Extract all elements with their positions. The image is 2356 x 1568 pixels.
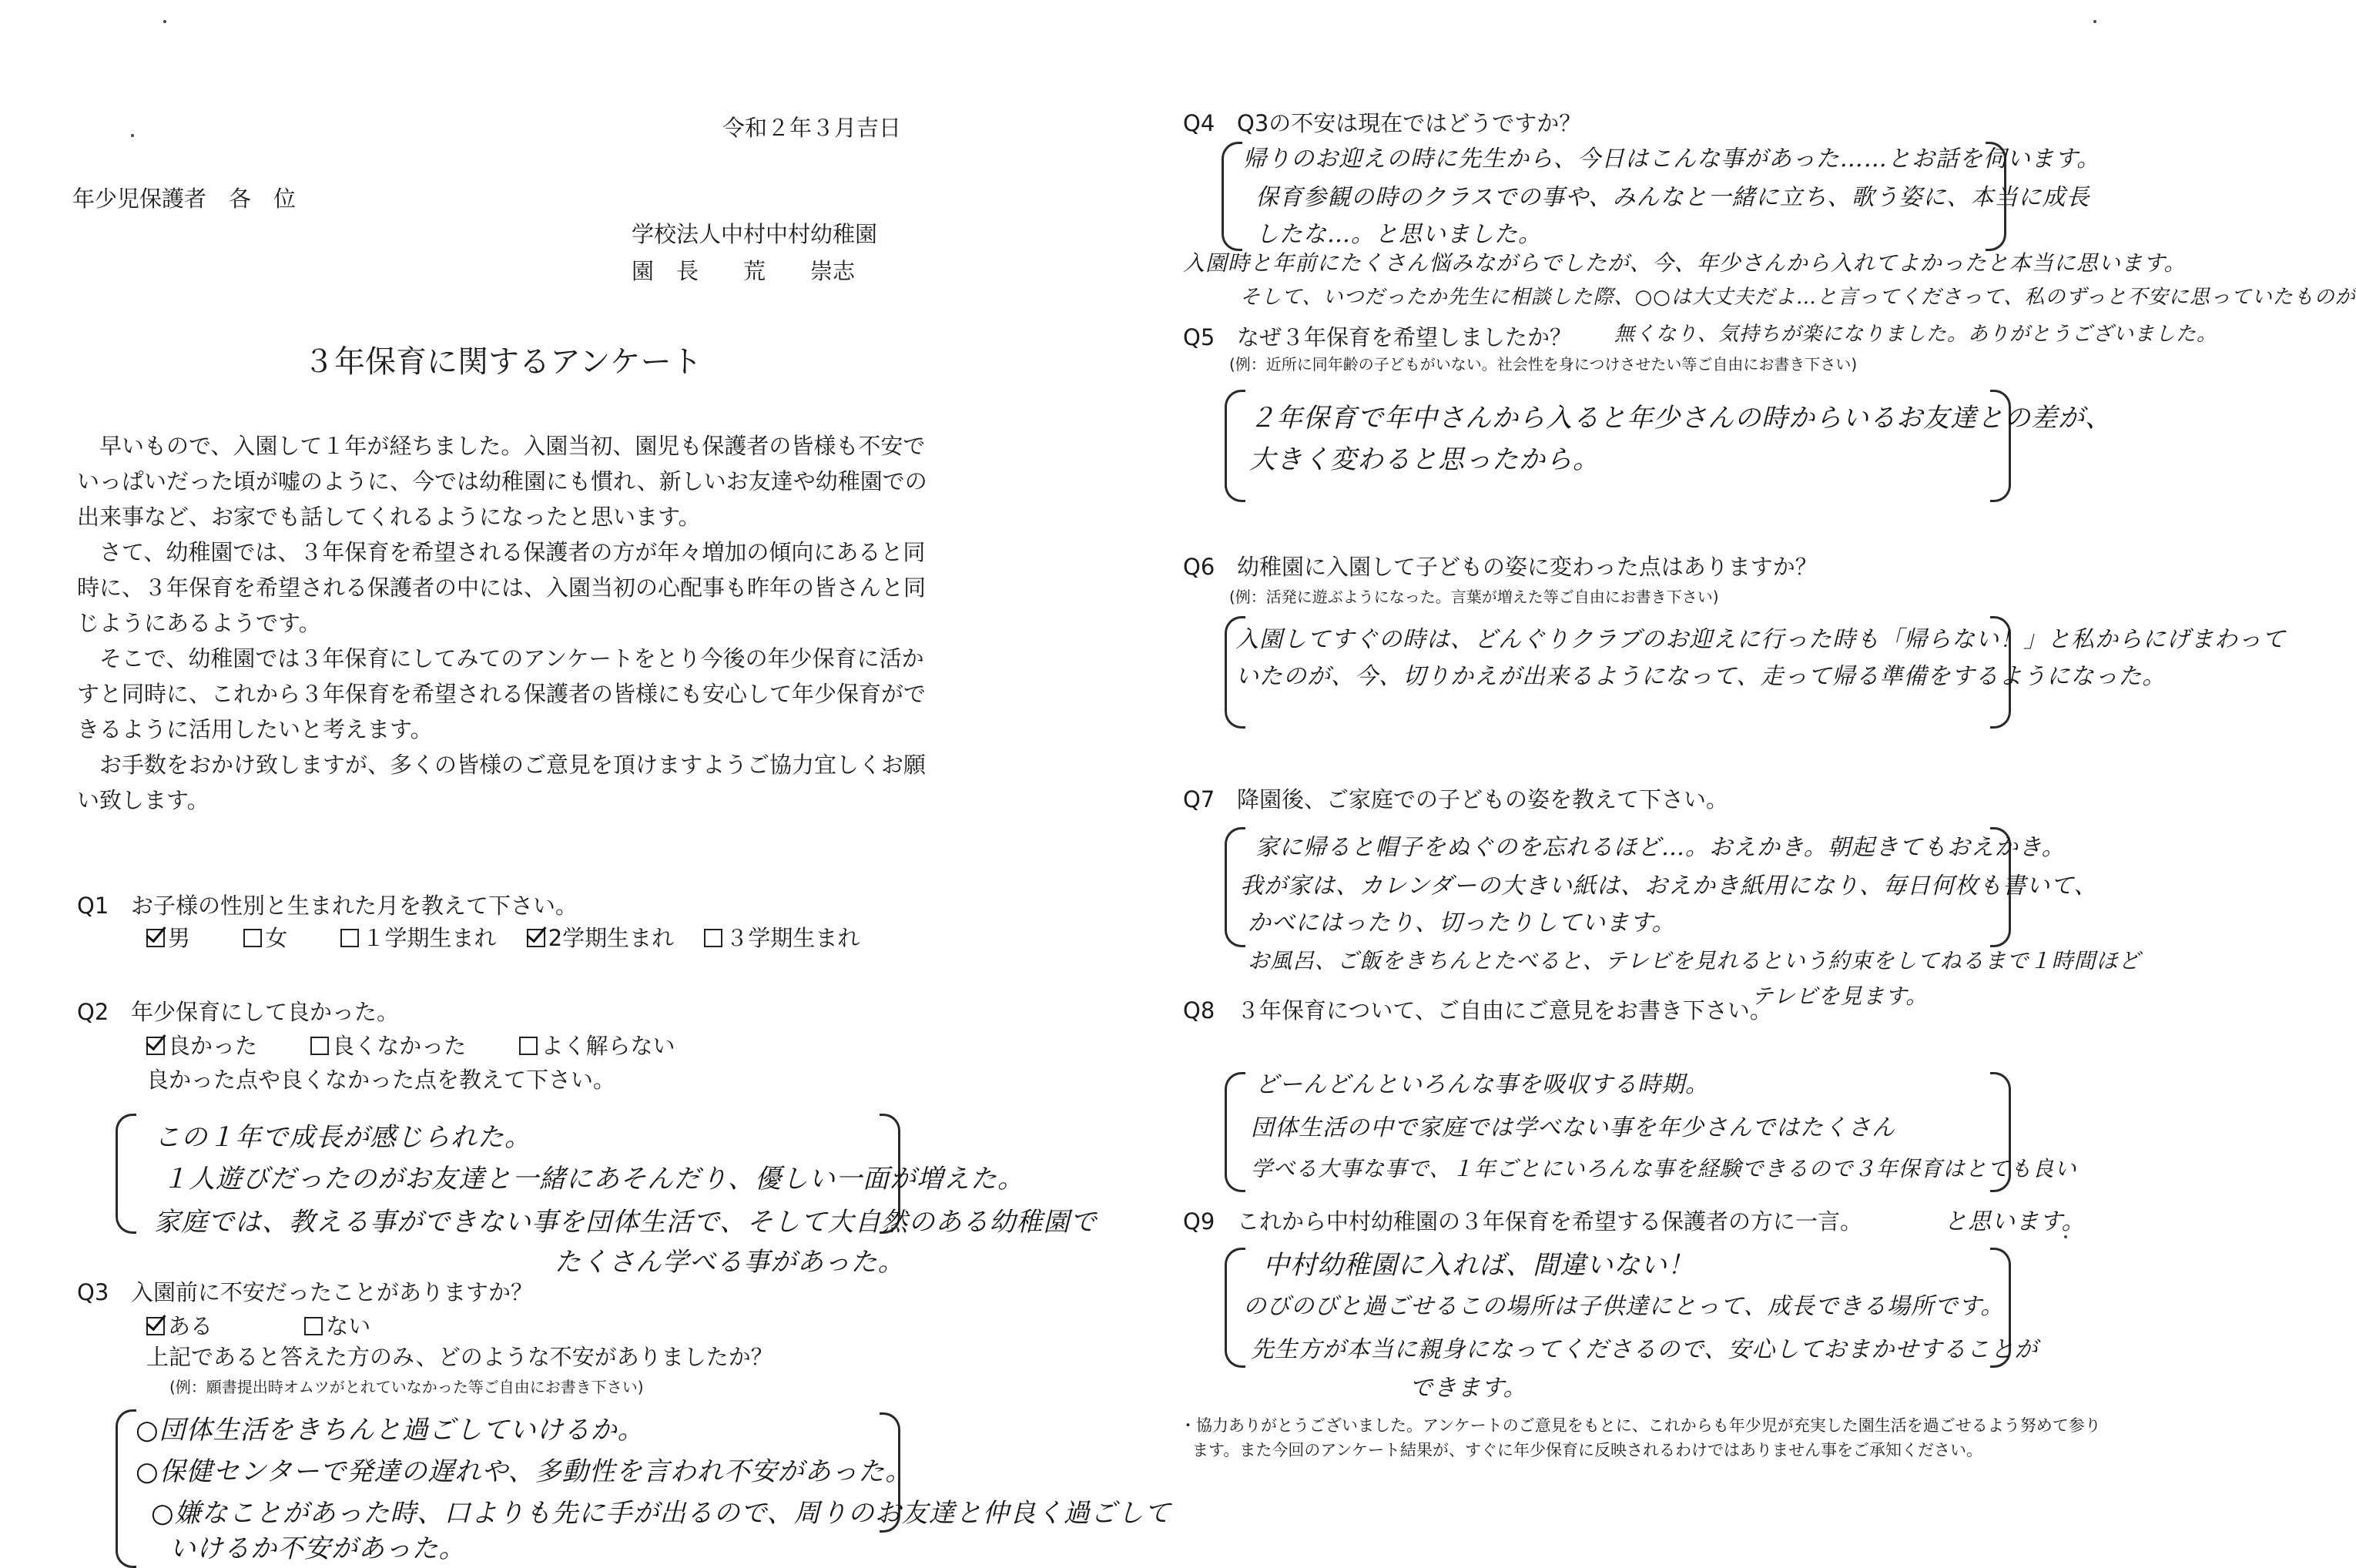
document-date: 令和２年３月吉日 (722, 115, 902, 141)
q2-answer-line: 家庭では、教える事ができない事を団体生活で、そして大自然のある幼稚園で (154, 1207, 1098, 1238)
q9-answer-line: のびのびと過ごせるこの場所は子供達にとって、成長できる場所です。 (1243, 1293, 2005, 1320)
q3-options (146, 1312, 370, 1342)
q8-answer-line: 学べる大事な事で、１年ごとにいろんな事を経験できるので３年保育はとても良い (1251, 1156, 2077, 1181)
q8-text: ３年保育について、ご自由にご意見をお書き下さい。 (1237, 997, 1772, 1024)
q5-question (1183, 323, 1572, 353)
q5-number: Q5 (1183, 324, 1215, 350)
q2-option-unsure[interactable]: よく解らない (519, 1032, 675, 1061)
q7-extra-line: テレビを見ます。 (1751, 983, 1929, 1009)
survey-title: ３年保育に関するアンケート (303, 344, 702, 380)
q2-number: Q2 (77, 999, 109, 1025)
q8-extra: と思います。 (1944, 1208, 2086, 1235)
scan-speck (2064, 1235, 2067, 1238)
q7-answer-line: 我が家は、カレンダーの大きい紙は、おえかき紙用になり、毎日何枚も書いて、 (1240, 873, 2098, 900)
scan-speck (2093, 20, 2096, 23)
q3-option-yes[interactable]: ある (146, 1312, 213, 1342)
q6-answer-line: 入園してすぐの時は、どんぐりクラブのお迎えに行った時も「帰らない！」と私からにげまわって (1235, 626, 2286, 653)
checkbox[interactable] (304, 1317, 323, 1335)
q7-extra-line: お風呂、ご飯をきちんとたべると、テレビを見れるという約束をしてねるまで１時間ほど (1248, 948, 2141, 973)
q6-example: (例：活発に遊ぶようになった。言葉が増えた等ご自由にお書き下さい) (1229, 588, 1719, 606)
q4-answer-line: したな…。と思いました。 (1255, 221, 1542, 248)
q4-text: Q3の不安は現在ではどうですか？ (1237, 110, 1582, 136)
q9-answer-line: 中村幼稚園に入れば、間違いない！ (1263, 1250, 1694, 1281)
q1-option-term1[interactable]: １学期生まれ (340, 924, 496, 953)
q8-answer-line: 団体生活の中で家庭では学べない事を年少さんではたくさん (1251, 1114, 1895, 1141)
q9-answer-line: できます。 (1409, 1375, 1527, 1402)
q2-subquestion: 良かった点や良くなかった点を教えて下さい。 (146, 1067, 616, 1093)
scan-speck (131, 134, 134, 137)
q7-question (1183, 786, 1728, 815)
footer-line: ます。また今回のアンケート結果が、すぐに年少保育に反映されるわけではありません事をご承知ください。 (1192, 1441, 1983, 1459)
q2-question (77, 998, 399, 1027)
q2-answer-line: １人遊びだったのがお友達と一緒にあそんだり、優しい一面が増えた。 (162, 1164, 1024, 1194)
q3-answer-line: ○嫌なことがあった時、口よりも先に手が出るので、周りのお友達と仲良く過ごして (151, 1498, 1171, 1529)
checkbox[interactable] (519, 1037, 538, 1055)
q3-answer-line: ○団体生活をきちんと過ごしていけるか。 (136, 1415, 645, 1446)
q3-question (77, 1278, 533, 1308)
q7-text: 降園後、ご家庭での子どもの姿を教えて下さい。 (1237, 786, 1729, 812)
checkbox-checked[interactable] (146, 1317, 165, 1335)
q3-text: 入園前に不安だったことがありますか？ (131, 1279, 534, 1305)
q4-answer-line: 帰りのお迎えの時に先生から、今日はこんな事があった……とお話を伺います。 (1243, 146, 2101, 173)
q3-subquestion: 上記であると答えた方のみ、どのような不安がありましたか？ (146, 1344, 773, 1370)
answer-bracket-left (116, 1409, 136, 1568)
q4-number: Q4 (1183, 110, 1215, 136)
q4-extra-line: 入園時と年前にたくさん悩みながらでしたが、今、年少さんから入れてよかったと本当に思います。 (1183, 250, 2187, 276)
q5-answer-line: ２年保育で年中さんから入ると年少さんの時からいるお友達との差が、 (1249, 403, 2112, 434)
checkbox[interactable] (340, 929, 359, 947)
q4-extra-line: そして、いつだったか先生に相談した際、○○は大丈夫だよ…と言ってくださって、私のずっと不安に思っていたものが (1240, 286, 2356, 309)
answer-bracket-left (1222, 142, 1242, 251)
q7-number: Q7 (1183, 786, 1215, 812)
checkbox-checked[interactable] (146, 1037, 165, 1055)
sender-org: 学校法人中村中村幼稚園 (632, 221, 878, 247)
q9-answer-line: 先生方が本当に親身になってくださるので、安心しておまかせすることが (1251, 1336, 2039, 1363)
q6-question (1183, 553, 1818, 582)
q2-options (146, 1032, 675, 1061)
intro-paragraph: 早いもので、入園して１年が経ちました。入園当初、園児も保護者の皆様も不安でいっぱいだった頃が嘘のように、今では幼稚園にも慣れ、新しいお友達や幼稚園での出来事など、お家でも話してくれるようになったと思います。 (77, 433, 927, 530)
q1-option-term3[interactable]: ３学期生まれ (704, 924, 860, 953)
checkbox[interactable] (310, 1037, 329, 1055)
scan-speck (163, 20, 166, 23)
q3-answer-line: ○保健センターで発達の遅れや、多動性を言われ不安があった。 (136, 1456, 913, 1487)
intro-paragraph: そこで、幼稚園では３年保育にしてみてのアンケートをとり今後の年少保育に活かすと同時に、これから３年保育を希望される保護者の皆様にも安心して年少保育ができるように活用したいと考えます。 (77, 645, 927, 742)
intro-text (77, 428, 932, 818)
q2-option-not-good[interactable]: 良くなかった (310, 1032, 466, 1061)
footer-line: ・協力ありがとうございました。アンケートのご意見をもとに、これからも年少児が充実した園生活を過ごせるよう努めて参り (1180, 1416, 2101, 1435)
q6-number: Q6 (1183, 554, 1215, 580)
q2-answer-line: たくさん学べる事があった。 (555, 1247, 905, 1278)
answer-bracket-left (1225, 1072, 1245, 1192)
q1-option-term2[interactable]: 2学期生まれ (527, 924, 674, 953)
intro-paragraph: さて、幼稚園では、３年保育を希望される保護者の方が年々増加の傾向にあると同時に、３年保育を希望される保護者の中には、入園当初の心配事も昨年の皆さんと同じようにあるようです。 (77, 539, 927, 636)
q4-extra-line: 無くなり、気持ちが楽になりました。ありがとうございました。 (1614, 323, 2218, 346)
q9-question (1183, 1208, 1862, 1237)
addressee: 年少児保護者 各 位 (72, 186, 297, 212)
q3-example: (例：願書提出時オムツがとれていなかった等ご自由にお書き下さい) (169, 1378, 644, 1396)
q5-example: (例：近所に同年齢の子どもがいない。社会性を身につけさせたい等ご自由にお書き下さい) (1229, 355, 1858, 374)
q7-answer-line: かべにはったり、切ったりしています。 (1248, 910, 1676, 936)
q2-answer-line: この１年で成長が感じられた。 (154, 1122, 531, 1153)
checkbox-checked[interactable] (527, 929, 545, 947)
q8-question (1183, 997, 1772, 1026)
checkbox[interactable] (243, 929, 262, 947)
q2-text: 年少保育にして良かった。 (131, 999, 400, 1025)
q9-text: これから中村幼稚園の３年保育を希望する保護者の方に一言。 (1237, 1208, 1863, 1235)
q1-text: お子様の性別と生まれた月を教えて下さい。 (131, 893, 578, 919)
q9-number: Q9 (1183, 1208, 1215, 1235)
intro-paragraph: お手数をおかけ致しますが、多くの皆様のご意見を頂けますようご協力宜しくお願い致します。 (77, 752, 927, 813)
q8-answer-line: どーんどんといろんな事を吸収する時期。 (1255, 1071, 1709, 1098)
sender-principal: 園 長 荒 崇志 (632, 258, 856, 284)
q3-number: Q3 (77, 1279, 109, 1305)
answer-bracket-left (1225, 390, 1245, 502)
q5-text: なぜ３年保育を希望しましたか？ (1237, 324, 1573, 350)
q1-option-male[interactable]: 男 (146, 924, 190, 953)
q1-number: Q1 (77, 893, 109, 919)
q4-question (1183, 109, 1581, 139)
q2-option-good[interactable]: 良かった (146, 1032, 257, 1061)
q4-answer-line: 保育参観の時のクラスでの事や、みんなと一緒に立ち、歌う姿に、本当に成長 (1255, 184, 2090, 211)
q3-answer-line: いけるか不安があった。 (169, 1533, 466, 1564)
q1-option-female[interactable]: 女 (243, 924, 287, 953)
answer-bracket-left (116, 1114, 136, 1234)
q6-text: 幼稚園に入園して子どもの姿に変わった点はありますか？ (1237, 554, 1818, 580)
checkbox-checked[interactable] (146, 929, 165, 947)
q3-option-no[interactable]: ない (304, 1312, 370, 1342)
q8-number: Q8 (1183, 997, 1215, 1024)
q1-question (77, 892, 578, 921)
q1-options (146, 924, 860, 953)
answer-bracket-left (1225, 1248, 1245, 1368)
q6-answer-line: いたのが、今、切りかえが出来るようになって、走って帰る準備をするようになった。 (1235, 663, 2167, 690)
checkbox[interactable] (704, 929, 722, 947)
q5-answer-line: 大きく変わると思ったから。 (1249, 444, 1600, 475)
q7-answer-line: 家に帰ると帽子をぬぐのを忘れるほど…。おえかき。朝起きてもおえかき。 (1255, 834, 2066, 861)
